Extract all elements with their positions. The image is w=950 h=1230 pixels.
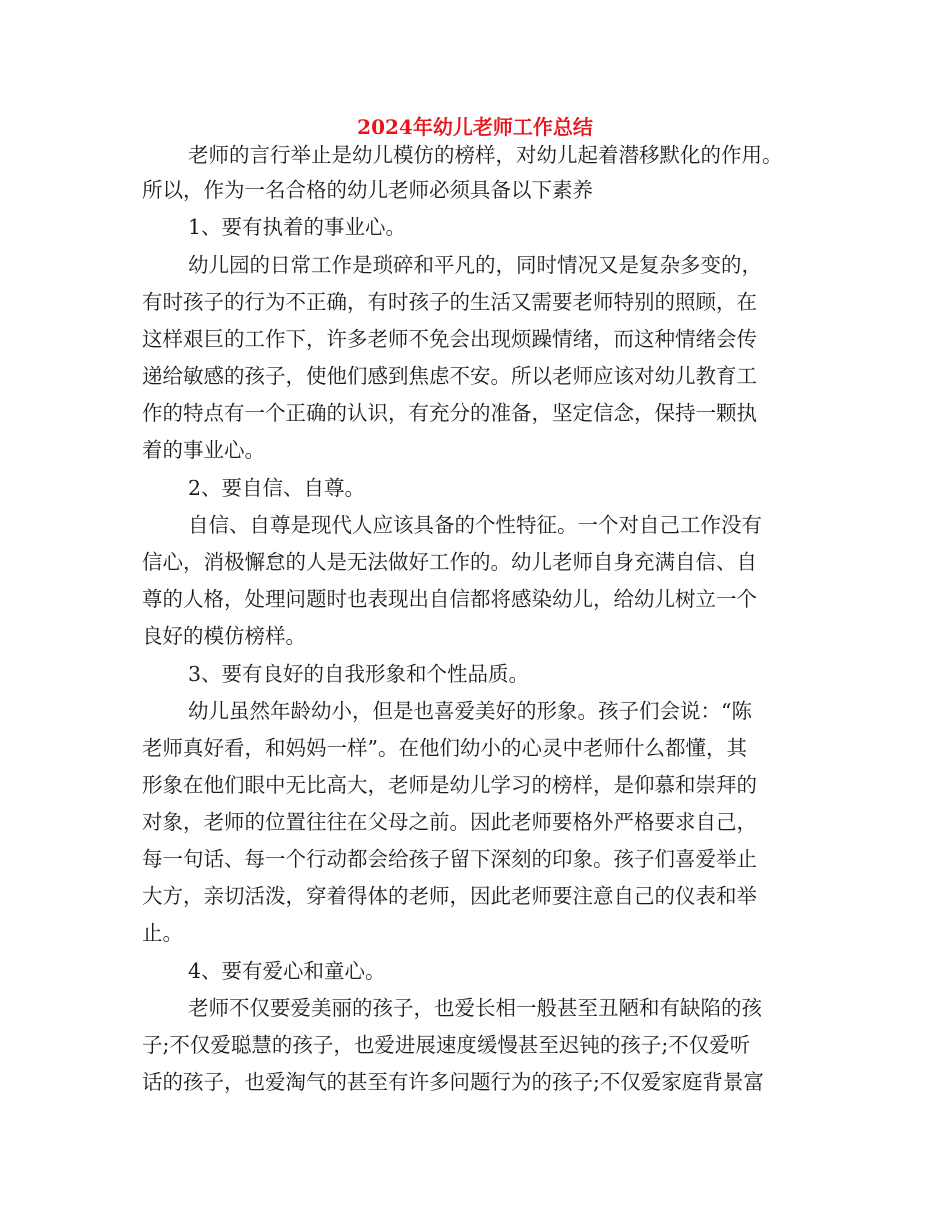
text-line: 老师不仅要爱美丽的孩子，也爱长相一般甚至丑陋和有缺陷的孩: [188, 996, 762, 1020]
text-line: 4、要有爱心和童心。: [188, 959, 386, 983]
text-line: 幼儿园的日常工作是琐碎和平凡的，同时情况又是复杂多变的，: [188, 253, 762, 277]
text-line: 所以，作为一名合格的幼儿老师必须具备以下素养: [142, 178, 593, 202]
text-line: 递给敏感的孩子，使他们感到焦虑不安。所以老师应该对幼儿教育工: [142, 364, 757, 388]
text-line: 子;不仅爱聪慧的孩子，也爱进展速度缓慢甚至迟钝的孩子;不仅爱听: [142, 1033, 751, 1057]
text-line: 着的事业心。: [142, 438, 265, 462]
text-line: 对象，老师的位置往往在父母之前。因此老师要格外严格要求自己，: [142, 810, 757, 834]
text-line: 3、要有良好的自我形象和个性品质。: [188, 662, 530, 686]
text-line: 作的特点有一个正确的认识，有充分的准备，坚定信念，保持一颗执: [142, 401, 757, 425]
text-line: 幼儿虽然年龄幼小，但是也喜爱美好的形象。孩子们会说：“陈: [188, 699, 752, 723]
text-line: 2、要自信、自尊。: [188, 476, 366, 500]
text-line: 老师真好看，和妈妈一样”。在他们幼小的心灵中老师什么都懂，其: [142, 736, 747, 760]
text-line: 尊的人格，处理问题时也表现出自信都将感染幼儿，给幼儿树立一个: [142, 587, 757, 611]
text-line: 1、要有执着的事业心。: [188, 215, 407, 239]
text-line: 良好的模仿榜样。: [142, 624, 306, 648]
text-line: 这样艰巨的工作下，许多老师不免会出现烦躁情绪，而这种情绪会传: [142, 327, 757, 351]
text-line: 形象在他们眼中无比高大，老师是幼儿学习的榜样，是仰慕和崇拜的: [142, 773, 757, 797]
text-line: 话的孩子，也爱淘气的甚至有许多问题行为的孩子;不仅爱家庭背景富: [142, 1070, 764, 1094]
text-line: 大方，亲切活泼，穿着得体的老师，因此老师要注意自己的仪表和举: [142, 884, 757, 908]
document-title: 2024年幼儿老师工作总结: [357, 115, 593, 139]
text-line: 信心，消极懈怠的人是无法做好工作的。幼儿老师自身充满自信、自: [142, 550, 757, 574]
text-line: 有时孩子的行为不正确，有时孩子的生活又需要老师特别的照顾，在: [142, 290, 757, 314]
text-line: 止。: [142, 921, 183, 945]
text-line: 老师的言行举止是幼儿模仿的榜样，对幼儿起着潜移默化的作用。: [188, 143, 783, 167]
text-line: 每一句话、每一个行动都会给孩子留下深刻的印象。孩子们喜爱举止: [142, 847, 757, 871]
text-line: 自信、自尊是现代人应该具备的个性特征。一个对自己工作没有: [188, 513, 762, 537]
